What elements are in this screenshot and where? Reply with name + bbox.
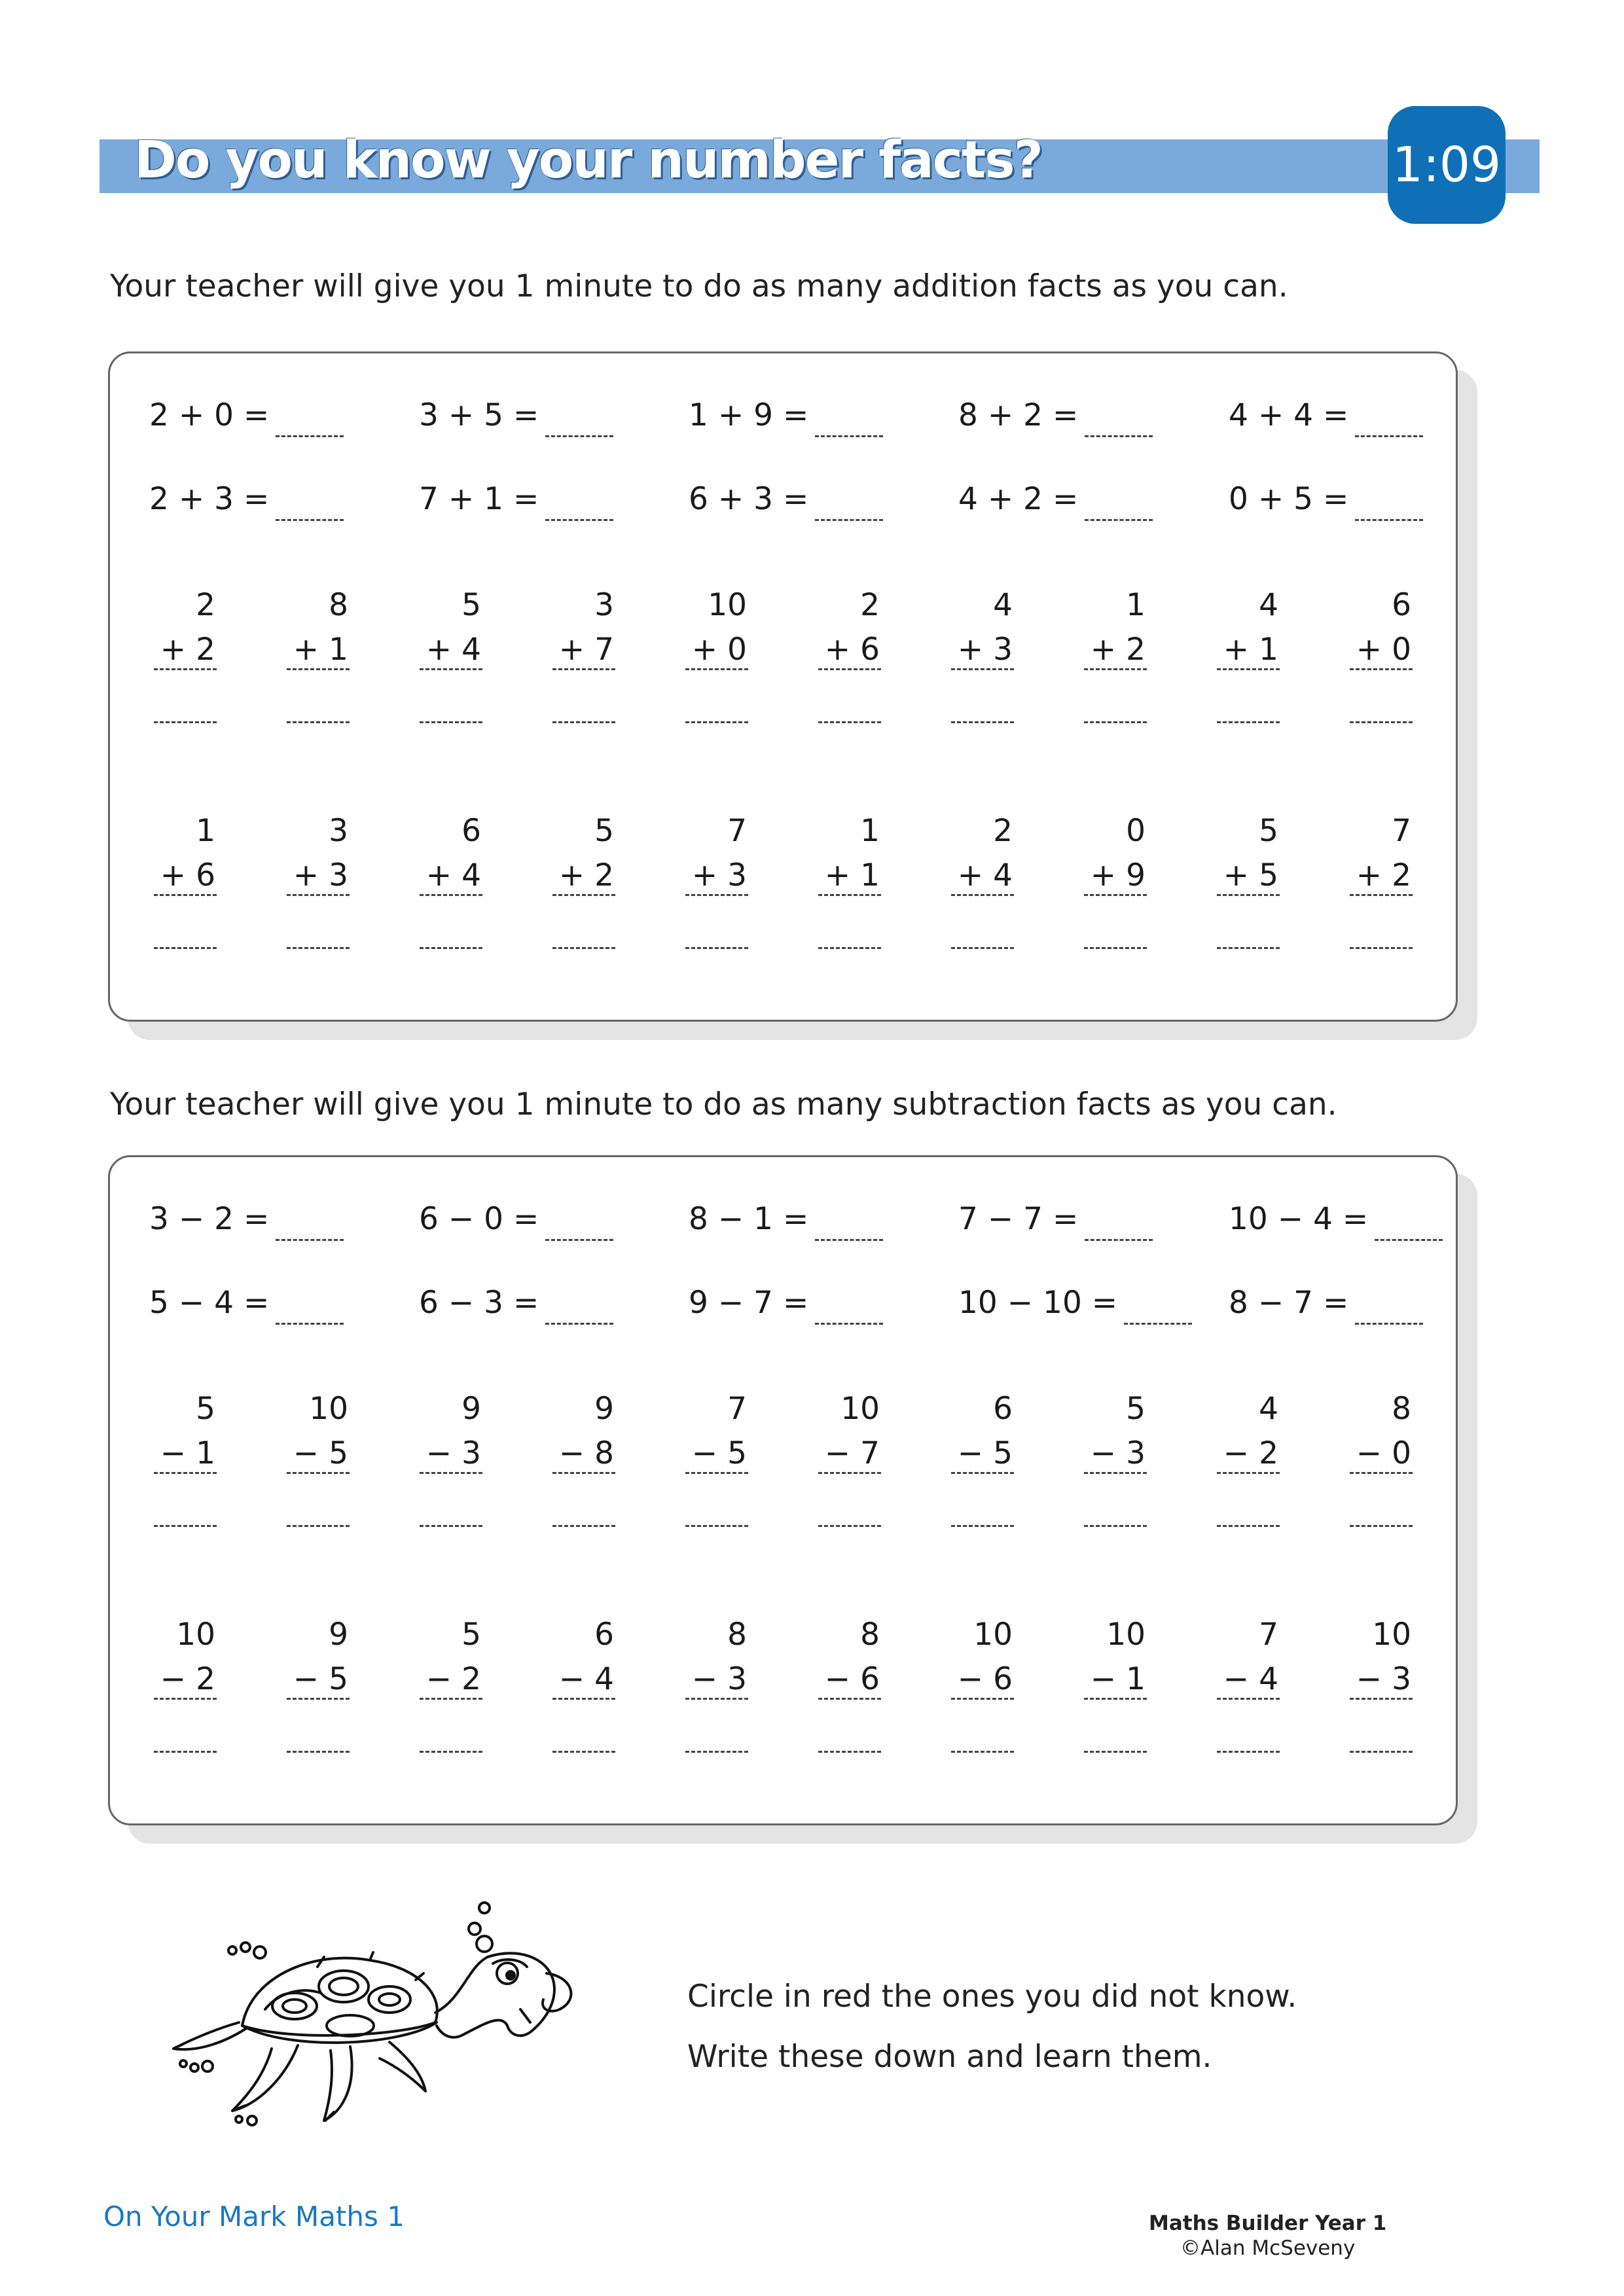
fact-top-number: 8 — [727, 1617, 747, 1653]
vertical-fact — [1077, 1391, 1149, 1527]
fact-expression: 6 + 3 = — [689, 481, 809, 517]
fact-operation: − 4 — [1223, 1661, 1278, 1697]
fact-expression: 2 + 3 = — [149, 481, 270, 517]
fact-expression: 8 − 7 = — [1229, 1285, 1349, 1321]
answer-blank[interactable] — [815, 1239, 883, 1241]
fact-expression: 8 + 2 = — [958, 397, 1079, 433]
sum-line — [287, 668, 350, 670]
fact-top-number: 4 — [1259, 587, 1278, 623]
fact-operation: + 2 — [1356, 857, 1411, 893]
fact-top-number: 0 — [1126, 813, 1146, 849]
fact-operation: − 4 — [558, 1661, 614, 1697]
answer-blank[interactable] — [1217, 1751, 1280, 1753]
fact-top-number: 5 — [1259, 813, 1278, 849]
fact-operation: + 1 — [824, 857, 880, 893]
answer-blank[interactable] — [1217, 947, 1280, 949]
sum-line — [1350, 1698, 1413, 1700]
vertical-fact — [546, 813, 618, 949]
sum-line — [154, 668, 217, 670]
fact-top-number: 6 — [594, 1617, 614, 1653]
fact-expression: 2 + 0 = — [149, 397, 270, 433]
fact-operation: + 3 — [691, 857, 747, 893]
sum-line — [420, 1472, 482, 1474]
fact-top-number: 7 — [1392, 813, 1411, 849]
sum-line — [420, 894, 482, 896]
sum-line — [951, 668, 1014, 670]
sum-line — [552, 1698, 615, 1700]
sum-line — [685, 668, 748, 670]
fact-operation: − 5 — [293, 1661, 348, 1697]
answer-blank[interactable] — [815, 435, 883, 437]
fact-operation: − 5 — [957, 1435, 1013, 1471]
horizontal-fact — [149, 1285, 344, 1321]
vertical-fact — [679, 813, 751, 949]
horizontal-fact — [689, 1201, 883, 1237]
vertical-fact — [147, 1391, 219, 1527]
fact-operation: − 3 — [425, 1435, 481, 1471]
horizontal-fact — [419, 481, 613, 517]
answer-blank[interactable] — [276, 1239, 344, 1241]
vertical-fact — [147, 587, 219, 723]
sum-line — [1084, 668, 1147, 670]
fact-operation: − 3 — [691, 1661, 747, 1697]
answer-blank[interactable] — [951, 721, 1014, 723]
answer-blank[interactable] — [552, 1751, 615, 1753]
vertical-fact — [546, 1391, 618, 1527]
answer-blank[interactable] — [818, 947, 881, 949]
fact-expression: 7 − 7 = — [958, 1201, 1079, 1237]
fact-expression: 3 + 5 = — [419, 397, 539, 433]
fact-top-number: 8 — [329, 587, 348, 623]
vertical-fact — [945, 1391, 1017, 1527]
sum-line — [552, 894, 615, 896]
horizontal-fact — [958, 1201, 1153, 1237]
fact-operation: + 4 — [425, 857, 481, 893]
sum-line — [951, 894, 1014, 896]
answer-blank[interactable] — [1355, 1323, 1423, 1325]
sum-line — [685, 894, 748, 896]
fact-top-number: 1 — [196, 813, 215, 849]
vertical-fact — [812, 1391, 884, 1527]
fact-top-number: 5 — [1126, 1391, 1146, 1427]
answer-blank[interactable] — [1350, 947, 1413, 949]
fact-expression: 6 − 3 = — [419, 1285, 539, 1321]
fact-top-number: 3 — [594, 587, 614, 623]
fact-top-number: 7 — [727, 813, 747, 849]
page-title: Do you know your number facts? — [134, 131, 1042, 190]
fact-top-number: 10 — [840, 1391, 880, 1427]
fact-top-number: 10 — [1372, 1617, 1411, 1653]
vertical-fact — [546, 587, 618, 723]
sum-line — [1084, 894, 1147, 896]
fact-top-number: 6 — [461, 813, 481, 849]
fact-top-number: 2 — [860, 587, 880, 623]
fact-top-number: 4 — [1259, 1391, 1278, 1427]
fact-operation: − 1 — [1090, 1661, 1146, 1697]
fact-expression: 3 − 2 = — [149, 1201, 270, 1237]
fact-operation: − 5 — [691, 1435, 747, 1471]
answer-blank[interactable] — [951, 1751, 1014, 1753]
answer-blank[interactable] — [1084, 721, 1147, 723]
fact-operation: − 2 — [160, 1661, 215, 1697]
vertical-fact — [945, 813, 1017, 949]
horizontal-fact — [1229, 481, 1423, 517]
fact-top-number: 8 — [1392, 1391, 1411, 1427]
sum-line — [154, 894, 217, 896]
addition-instruction: Your teacher will give you 1 minute to do as many addition facts as you can. — [110, 268, 1288, 304]
answer-blank[interactable] — [545, 1323, 613, 1325]
vertical-fact — [280, 587, 352, 723]
fact-expression: 5 − 4 = — [149, 1285, 270, 1321]
page-number-badge: 1:09 — [1388, 106, 1506, 224]
fact-top-number: 5 — [461, 1617, 481, 1653]
answer-blank[interactable] — [1355, 519, 1423, 521]
fact-operation: + 5 — [1223, 857, 1278, 893]
sum-line — [1350, 1472, 1413, 1474]
fact-operation: + 4 — [957, 857, 1013, 893]
fact-operation: − 2 — [425, 1661, 481, 1697]
answer-blank[interactable] — [276, 1323, 344, 1325]
sum-line — [1350, 668, 1413, 670]
vertical-fact — [1210, 813, 1282, 949]
fact-operation: + 6 — [824, 632, 880, 668]
fact-operation: − 7 — [824, 1435, 880, 1471]
sum-line — [1350, 894, 1413, 896]
vertical-fact — [546, 1617, 618, 1753]
vertical-fact — [413, 813, 485, 949]
fact-top-number: 2 — [196, 587, 215, 623]
fact-expression: 10 − 4 = — [1229, 1201, 1369, 1237]
answer-blank[interactable] — [1375, 1239, 1443, 1241]
vertical-fact — [413, 587, 485, 723]
vertical-fact — [679, 1617, 751, 1753]
sum-line — [287, 1472, 350, 1474]
closing-instructions — [687, 1967, 1297, 2087]
answer-blank[interactable] — [154, 947, 217, 949]
vertical-fact — [945, 1617, 1017, 1753]
answer-blank[interactable] — [951, 947, 1014, 949]
fact-top-number: 7 — [727, 1391, 747, 1427]
vertical-fact — [1077, 587, 1149, 723]
fact-top-number: 7 — [1259, 1617, 1278, 1653]
answer-blank[interactable] — [1084, 947, 1147, 949]
answer-blank[interactable] — [276, 519, 344, 521]
fact-top-number: 1 — [860, 813, 880, 849]
answer-blank[interactable] — [685, 947, 748, 949]
closing-line-1: Circle in red the ones you did not know. — [687, 1979, 1297, 2015]
answer-blank[interactable] — [815, 1323, 883, 1325]
vertical-fact — [812, 587, 884, 723]
fact-top-number: 4 — [993, 587, 1013, 623]
fact-expression: 6 − 0 = — [419, 1201, 539, 1237]
fact-top-number: 9 — [329, 1617, 348, 1653]
horizontal-fact — [958, 1285, 1192, 1321]
horizontal-fact — [958, 397, 1153, 433]
sum-line — [818, 894, 881, 896]
vertical-fact — [1343, 1391, 1415, 1527]
fact-top-number: 9 — [594, 1391, 614, 1427]
fact-expression: 1 + 9 = — [689, 397, 809, 433]
vertical-fact — [280, 813, 352, 949]
horizontal-fact — [1229, 397, 1423, 433]
answer-blank[interactable] — [1085, 519, 1153, 521]
sum-line — [1217, 668, 1280, 670]
fact-expression: 8 − 1 = — [689, 1201, 809, 1237]
answer-blank[interactable] — [287, 721, 350, 723]
fact-expression: 9 − 7 = — [689, 1285, 809, 1321]
answer-blank[interactable] — [552, 721, 615, 723]
horizontal-fact — [958, 481, 1153, 517]
fact-top-number: 10 — [1106, 1617, 1146, 1653]
vertical-fact — [679, 587, 751, 723]
fact-top-number: 5 — [594, 813, 614, 849]
horizontal-fact — [419, 1285, 613, 1321]
fact-top-number: 8 — [860, 1617, 880, 1653]
answer-blank[interactable] — [815, 519, 883, 521]
sum-line — [552, 1472, 615, 1474]
footer-copyright: ©Alan McSeveny — [1180, 2236, 1356, 2260]
sum-line — [1084, 1472, 1147, 1474]
horizontal-fact — [149, 397, 344, 433]
vertical-fact — [812, 813, 884, 949]
turtle-illustration — [154, 1895, 599, 2137]
horizontal-fact — [419, 1201, 613, 1237]
vertical-fact — [1077, 1617, 1149, 1753]
answer-blank[interactable] — [1350, 721, 1413, 723]
answer-blank[interactable] — [1350, 1751, 1413, 1753]
answer-blank[interactable] — [154, 1751, 217, 1753]
fact-operation: + 4 — [425, 632, 481, 668]
sum-line — [154, 1698, 217, 1700]
fact-operation: − 8 — [558, 1435, 614, 1471]
fact-operation: + 0 — [1356, 632, 1411, 668]
fact-operation: − 3 — [1356, 1661, 1411, 1697]
footer-series: On Your Mark Maths 1 — [103, 2200, 405, 2233]
fact-top-number: 5 — [196, 1391, 215, 1427]
answer-blank[interactable] — [552, 947, 615, 949]
answer-blank[interactable] — [1350, 1525, 1413, 1527]
vertical-fact — [1210, 1391, 1282, 1527]
fact-expression: 10 − 10 = — [958, 1285, 1118, 1321]
fact-operation: − 6 — [957, 1661, 1013, 1697]
horizontal-fact — [149, 1201, 344, 1237]
fact-expression: 7 + 1 = — [419, 481, 539, 517]
answer-blank[interactable] — [1084, 1525, 1147, 1527]
fact-top-number: 2 — [993, 813, 1013, 849]
fact-operation: + 1 — [1223, 632, 1278, 668]
horizontal-fact — [689, 481, 883, 517]
answer-blank[interactable] — [420, 1751, 482, 1753]
answer-blank[interactable] — [287, 1751, 350, 1753]
answer-blank[interactable] — [1084, 1751, 1147, 1753]
sum-line — [287, 894, 350, 896]
vertical-fact — [1210, 1617, 1282, 1753]
sum-line — [287, 1698, 350, 1700]
subtraction-instruction: Your teacher will give you 1 minute to do as many subtraction facts as you can. — [110, 1086, 1337, 1122]
fact-operation: + 1 — [293, 632, 348, 668]
vertical-fact — [679, 1391, 751, 1527]
answer-blank[interactable] — [154, 721, 217, 723]
fact-operation: − 0 — [1356, 1435, 1411, 1471]
horizontal-fact — [149, 481, 344, 517]
answer-blank[interactable] — [1217, 1525, 1280, 1527]
fact-top-number: 3 — [329, 813, 348, 849]
vertical-fact — [413, 1391, 485, 1527]
answer-blank[interactable] — [420, 947, 482, 949]
fact-operation: + 3 — [957, 632, 1013, 668]
sum-line — [951, 1472, 1014, 1474]
fact-operation: + 6 — [160, 857, 215, 893]
answer-blank[interactable] — [685, 1751, 748, 1753]
fact-operation: − 1 — [160, 1435, 215, 1471]
answer-blank[interactable] — [685, 721, 748, 723]
answer-blank[interactable] — [685, 1525, 748, 1527]
answer-blank[interactable] — [1124, 1323, 1192, 1325]
answer-blank[interactable] — [951, 1525, 1014, 1527]
fact-operation: + 0 — [691, 632, 747, 668]
fact-expression: 4 + 4 = — [1229, 397, 1349, 433]
sum-line — [420, 668, 482, 670]
fact-top-number: 10 — [708, 587, 747, 623]
fact-operation: − 2 — [1223, 1435, 1278, 1471]
sum-line — [1084, 1698, 1147, 1700]
fact-operation: + 2 — [1090, 632, 1146, 668]
sum-line — [685, 1698, 748, 1700]
fact-expression: 4 + 2 = — [958, 481, 1079, 517]
answer-blank[interactable] — [154, 1525, 217, 1527]
fact-operation: + 2 — [160, 632, 215, 668]
answer-blank[interactable] — [545, 435, 613, 437]
sum-line — [818, 1472, 881, 1474]
sum-line — [685, 1472, 748, 1474]
horizontal-fact — [1229, 1285, 1423, 1321]
fact-top-number: 5 — [461, 587, 481, 623]
fact-top-number: 10 — [309, 1391, 348, 1427]
horizontal-fact — [689, 1285, 883, 1321]
fact-expression: 0 + 5 = — [1229, 481, 1349, 517]
vertical-fact — [413, 1617, 485, 1753]
fact-operation: + 3 — [293, 857, 348, 893]
vertical-fact — [1343, 587, 1415, 723]
fact-top-number: 10 — [973, 1617, 1013, 1653]
vertical-fact — [147, 813, 219, 949]
fact-operation: + 7 — [558, 632, 614, 668]
vertical-fact — [1343, 1617, 1415, 1753]
answer-blank[interactable] — [420, 1525, 482, 1527]
answer-blank[interactable] — [1355, 435, 1423, 437]
fact-operation: − 3 — [1090, 1435, 1146, 1471]
answer-blank[interactable] — [1217, 721, 1280, 723]
fact-operation: + 2 — [558, 857, 614, 893]
answer-blank[interactable] — [287, 1525, 350, 1527]
vertical-fact — [280, 1617, 352, 1753]
footer-credit — [1149, 2211, 1386, 2261]
vertical-fact — [812, 1617, 884, 1753]
fact-operation: + 9 — [1090, 857, 1146, 893]
sum-line — [818, 1698, 881, 1700]
sum-line — [951, 1698, 1014, 1700]
vertical-fact — [147, 1617, 219, 1753]
fact-operation: − 5 — [293, 1435, 348, 1471]
vertical-fact — [1077, 813, 1149, 949]
answer-blank[interactable] — [818, 721, 881, 723]
horizontal-fact — [419, 397, 613, 433]
sum-line — [1217, 894, 1280, 896]
vertical-fact — [1343, 813, 1415, 949]
answer-blank[interactable] — [818, 1525, 881, 1527]
fact-top-number: 6 — [1392, 587, 1411, 623]
vertical-fact — [1210, 587, 1282, 723]
sum-line — [420, 1698, 482, 1700]
answer-blank[interactable] — [420, 721, 482, 723]
sum-line — [818, 668, 881, 670]
sum-line — [154, 1472, 217, 1474]
answer-blank[interactable] — [1085, 1239, 1153, 1241]
horizontal-fact — [1229, 1201, 1443, 1237]
sum-line — [1217, 1472, 1280, 1474]
answer-blank[interactable] — [1085, 435, 1153, 437]
answer-blank[interactable] — [552, 1525, 615, 1527]
footer-book-title: Maths Builder Year 1 — [1149, 2212, 1387, 2235]
sum-line — [552, 668, 615, 670]
answer-blank[interactable] — [545, 519, 613, 521]
horizontal-fact — [689, 397, 883, 433]
answer-blank[interactable] — [276, 435, 344, 437]
sum-line — [1217, 1698, 1280, 1700]
fact-top-number: 10 — [176, 1617, 215, 1653]
vertical-fact — [945, 587, 1017, 723]
answer-blank[interactable] — [287, 947, 350, 949]
vertical-fact — [280, 1391, 352, 1527]
closing-line-2: Write these down and learn them. — [687, 2039, 1212, 2075]
fact-top-number: 9 — [461, 1391, 481, 1427]
answer-blank[interactable] — [545, 1239, 613, 1241]
fact-operation: − 6 — [824, 1661, 880, 1697]
fact-top-number: 1 — [1126, 587, 1146, 623]
answer-blank[interactable] — [818, 1751, 881, 1753]
fact-top-number: 6 — [993, 1391, 1013, 1427]
